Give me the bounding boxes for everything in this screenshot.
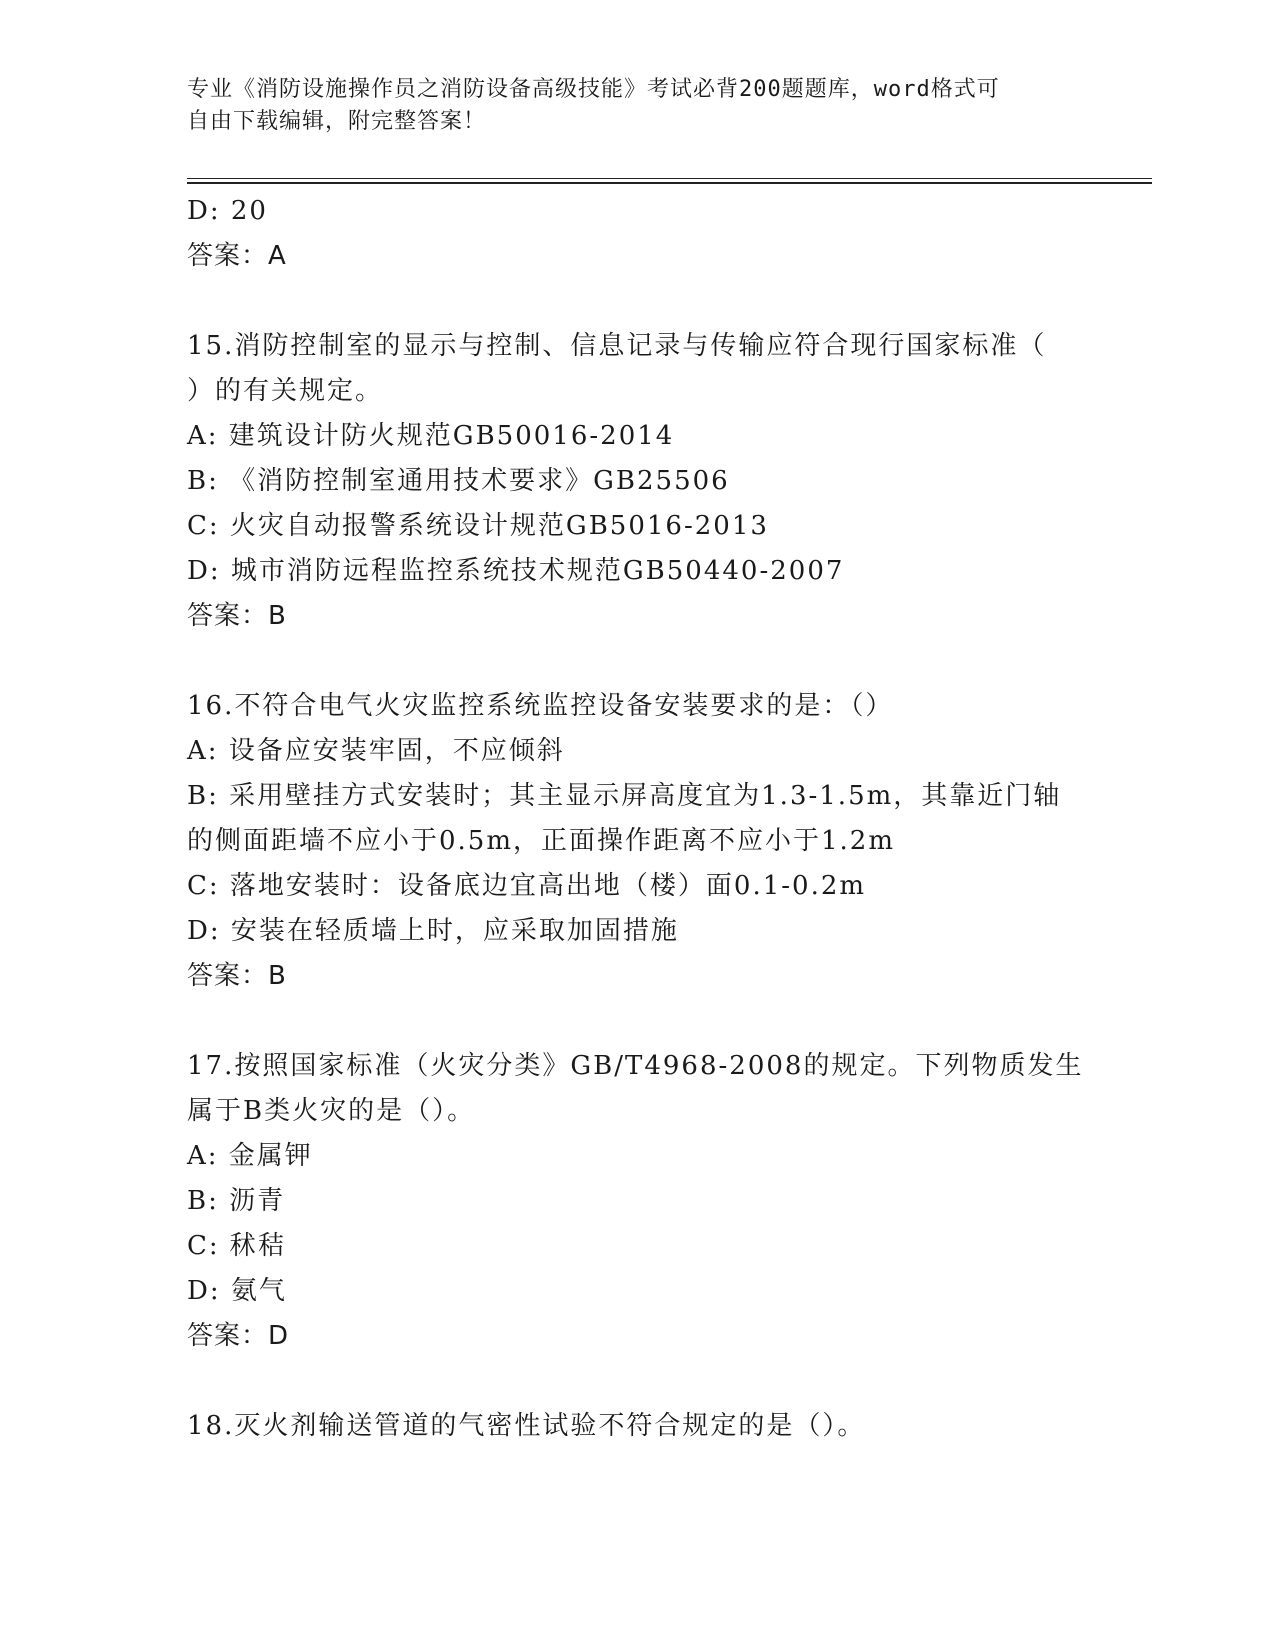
answer-line: 答案：D xyxy=(187,1321,290,1351)
question-stem-line-2: ）的有关规定。 xyxy=(187,376,384,406)
previous-question-tail xyxy=(187,189,1087,279)
header-title-line-2: 自由下载编辑，附完整答案！ xyxy=(187,109,487,134)
page-header xyxy=(187,74,1067,138)
option-a: A: 建筑设计防火规范GB50016-2014 xyxy=(187,421,675,451)
option-a: A: 金属钾 xyxy=(187,1141,313,1171)
answer-line: 答案：B xyxy=(187,961,287,991)
option-d: D: 安装在轻质墙上时，应采取加固措施 xyxy=(187,916,679,946)
spacer xyxy=(187,639,1087,684)
option-a: A: 设备应安装牢固，不应倾斜 xyxy=(187,736,565,766)
question-17 xyxy=(187,1044,1087,1359)
header-title-line-1: 专业《消防设施操作员之消防设备高级技能》考试必背200题题库，word格式可 xyxy=(187,77,1000,102)
option-d: D: 20 xyxy=(187,196,268,226)
question-16 xyxy=(187,684,1087,999)
spacer xyxy=(187,279,1087,324)
option-b-line-1: B: 采用壁挂方式安装时；其主显示屏高度宜为1.3-1.5m，其靠近门轴 xyxy=(187,781,1062,811)
option-b-line-2: 的侧面距墙不应小于0.5m，正面操作距离不应小于1.2m xyxy=(187,826,896,856)
option-c: C: 秫秸 xyxy=(187,1231,286,1261)
question-content xyxy=(187,189,1087,1449)
question-15 xyxy=(187,324,1087,639)
header-divider-thick xyxy=(187,182,1152,184)
option-b: B: 沥青 xyxy=(187,1186,286,1216)
spacer xyxy=(187,999,1087,1044)
option-c: C: 落地安装时：设备底边宜高出地（楼）面0.1-0.2m xyxy=(187,871,867,901)
answer-line: 答案：A xyxy=(187,241,287,271)
question-stem-line-1: 17.按照国家标准（火灾分类》GB/T4968-2008的规定。下列物质发生 xyxy=(187,1051,1084,1081)
question-stem-line-1: 16.不符合电气火灾监控系统监控设备安装要求的是：（） xyxy=(187,691,894,721)
header-divider-thin xyxy=(187,178,1152,179)
answer-line: 答案：B xyxy=(187,601,287,631)
question-stem-line-1: 15.消防控制室的显示与控制、信息记录与传输应符合现行国家标准（ xyxy=(187,331,1047,361)
question-18 xyxy=(187,1404,1087,1449)
option-c: C: 火灾自动报警系统设计规范GB5016-2013 xyxy=(187,511,769,541)
option-b: B: 《消防控制室通用技术要求》GB25506 xyxy=(187,466,730,496)
question-stem-line-2: 属于B类火灾的是（）。 xyxy=(187,1096,476,1126)
option-d: D: 氨气 xyxy=(187,1276,287,1306)
question-stem-line-1: 18.灭火剂输送管道的气密性试验不符合规定的是（）。 xyxy=(187,1411,866,1441)
option-d: D: 城市消防远程监控系统技术规范GB50440-2007 xyxy=(187,556,845,586)
spacer xyxy=(187,1359,1087,1404)
